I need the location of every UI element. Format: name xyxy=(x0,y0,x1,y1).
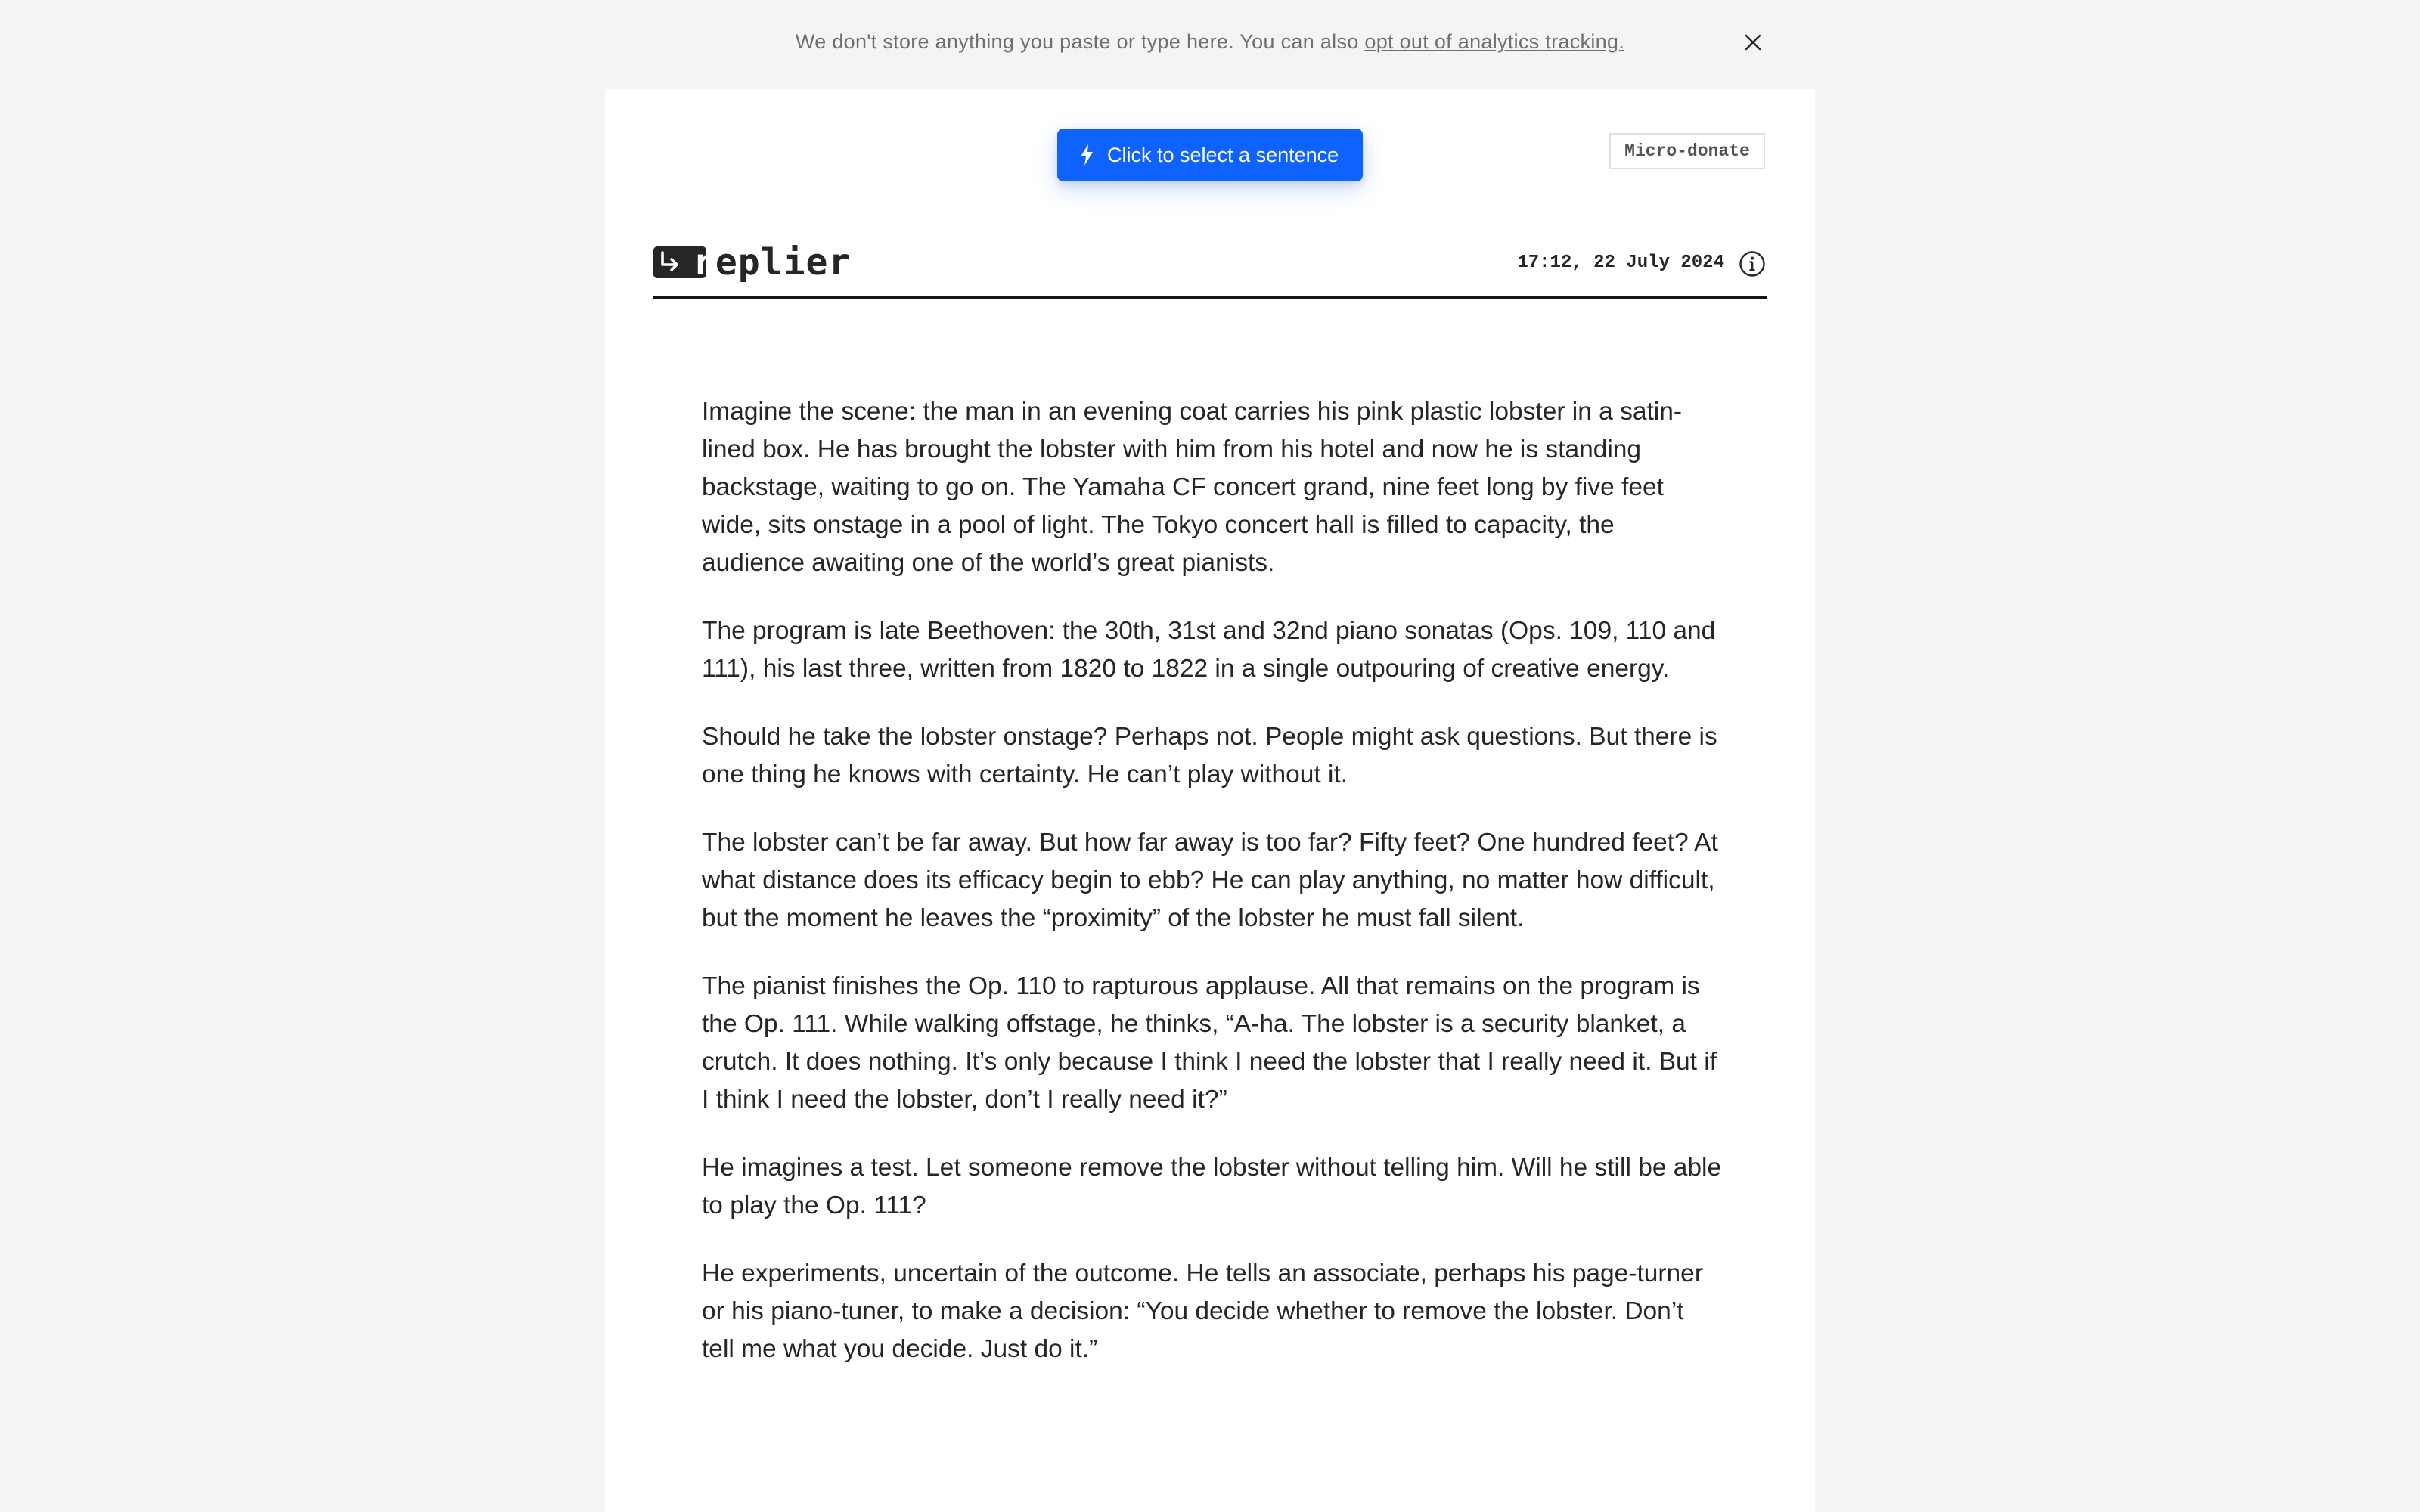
paragraph[interactable]: He imagines a test. Let someone remove the lobster without telling him. Will he still be able to play the Op. 111? xyxy=(702,1154,1722,1219)
logo-first-letter: r xyxy=(693,241,715,284)
privacy-notice-bar xyxy=(0,0,2420,89)
paragraph[interactable]: He experiments, uncertain of the outcome. He tells an associate, perhaps his page-turner or his piano-tuner, to make a decision: “You decide whether to remove the lobster. Don’t tell me what you decide. Just do it.” xyxy=(702,1259,1703,1363)
replier-logo[interactable] xyxy=(653,236,851,289)
close-icon[interactable] xyxy=(1739,29,1767,56)
timestamp: 17:12, 22 July 2024 xyxy=(1517,253,1724,273)
paragraph[interactable]: The program is late Beethoven: the 30th, 31st and 32nd piano sonatas (Ops. 109, 110 and 111), his last three, written from 1820 to 1822 in a single outpouring of creative energy. xyxy=(702,617,1716,683)
app-header xyxy=(653,236,1767,299)
article-text[interactable] xyxy=(702,393,1723,1399)
paragraph[interactable]: Should he take the lobster onstage? Perhaps not. People might ask questions. But there is one thing he knows with certainty. He can’t play without it. xyxy=(702,723,1717,789)
paragraph[interactable]: The pianist finishes the Op. 110 to rapturous applause. All that remains on the program is the Op. 111. While walking offstage, he thinks, “A-ha. The lobster is a security blanket, a crutch. It does nothing. It’s only because I think I need the lobster that I really need it. But if I think I need the lobster, don’t I really need it?” xyxy=(702,972,1717,1114)
privacy-notice-text: We don't store anything you paste or type here. You can also xyxy=(795,30,1365,53)
micro-donate-button[interactable]: Micro-donate xyxy=(1609,133,1765,169)
editor-page xyxy=(605,89,1815,1512)
paragraph[interactable]: Imagine the scene: the man in an evening coat carries his pink plastic lobster in a satin-lined box. He has brought the lobster with him from his hotel and now he is standing backstage, waiting to go on. The Yamaha CF concert grand, nine feet long by five feet wide, sits onstage in a pool of light. The Tokyo concert hall is filled to capacity, the audience awaiting one of the world’s great pianists. xyxy=(702,398,1683,577)
info-icon[interactable] xyxy=(1738,249,1767,278)
opt-out-analytics-link[interactable]: opt out of analytics tracking. xyxy=(1364,30,1625,53)
select-sentence-button[interactable] xyxy=(1057,129,1363,181)
privacy-notice xyxy=(0,30,2420,54)
select-sentence-label: Click to select a sentence xyxy=(1107,143,1339,166)
logo-text xyxy=(693,241,851,284)
paragraph[interactable]: The lobster can’t be far away. But how far away is too far? Fifty feet? One hundred feet? At what distance does its efficacy begin to ebb? He can play anything, no matter how difficult, but the moment he leaves the “proximity” of the lobster he must fall silent. xyxy=(702,829,1718,932)
logo-rest: eplier xyxy=(715,241,852,284)
bolt-icon xyxy=(1078,144,1095,166)
